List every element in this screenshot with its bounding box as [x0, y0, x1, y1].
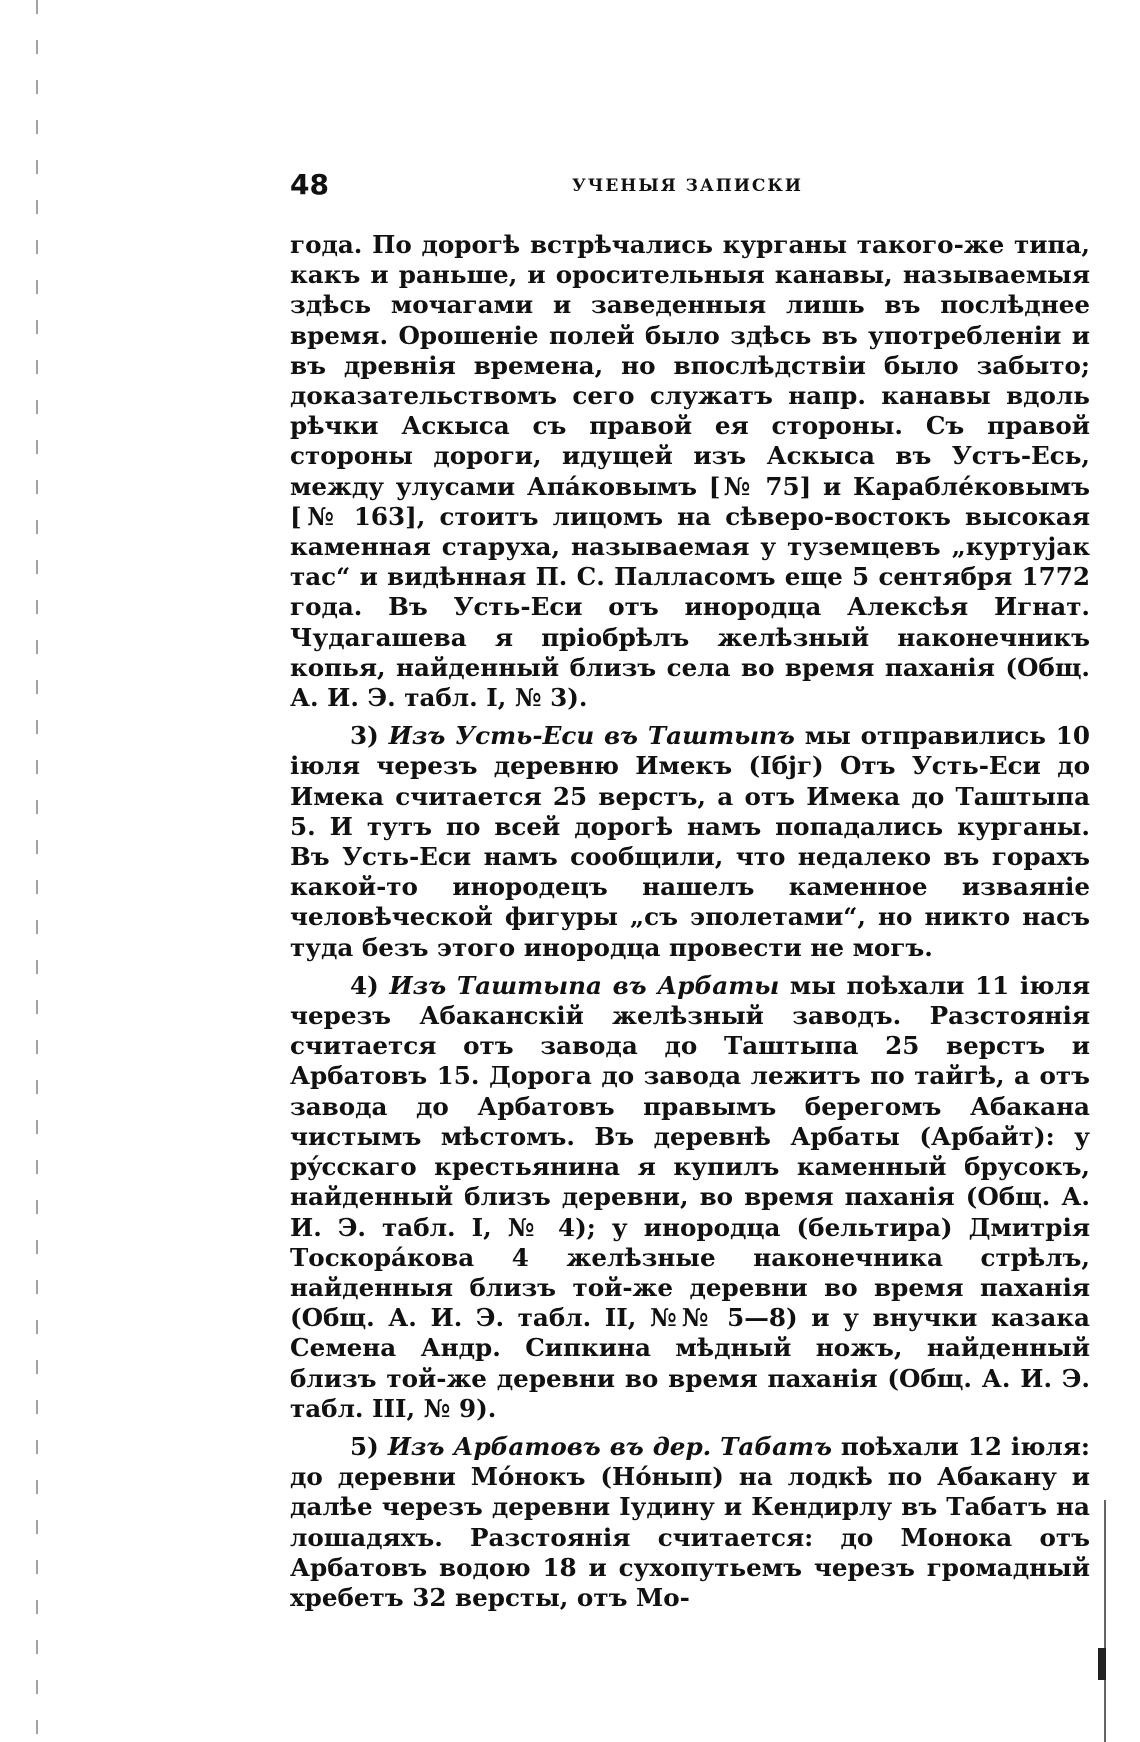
page-header: [290, 168, 1100, 208]
paragraph-1-text: года. По дорогѣ встрѣчались курганы такого-же типа, какъ и раньше, и оросительныя канавы, называемыя здѣсь мочагами и заведенныя лишь въ послѣднее время. Орошеніе полей было здѣсь въ употребленіи и въ древнія времена, но впослѣдствіи было забыто; доказательствомъ сего служатъ напр. канавы вдоль рѣчки Аскыса съ правой ея стороны. Съ правой стороны дороги, идущей изъ Аскыса въ Устъ-Есь, между улусами Апа́ковымъ [№ 75] и Караблéковымъ [№ 163], стоитъ лицомъ на сѣверо-востокъ высокая каменная старуха, называемая у туземцевъ „куртуjак тас“ и видѣнная П. С. Палласомъ еще 5 сентября 1772 года. Въ Усть-Еси отъ инородца Алексѣя Игнат. Чудагашева я пріобрѣлъ желѣзный наконечникъ копья, найденный близъ села во время паханія (Общ. А. И. Э. табл. I, № 3).: [290, 230, 1090, 713]
paragraph-3-text: мы поѣхали 11 іюля черезъ Абаканскій желѣзный заводъ. Разстоянія считается отъ завода до Таштыпа 25 верстъ и Арбатовъ 15. Дорога до завода лежитъ по тайгѣ, а отъ завода до Арбатовъ правымъ берегомъ Абакана чистымъ мѣстомъ. Въ деревнѣ Арбаты (Арбайт): у рýсскаго крестьянина я купилъ каменный брусокъ, найденный близъ деревни, во время паханія (Общ. А. И. Э. табл. I, № 4); у инородца (бельтира) Дмитрія Тоскора́кова 4 желѣзные наконечника стрѣлъ, найденныя близъ той-же деревни во время паханія (Общ. А. И. Э. табл. II, №№ 5—8) и у внучки казака Семена Андр. Сипкина мѣдный ножъ, найденный близъ той-же деревни во время паханія (Общ. А. И. Э. табл. III, № 9).: [290, 970, 1090, 1423]
paragraph-1: [290, 230, 1090, 713]
text-body: [290, 230, 1090, 1613]
paragraph-4: [290, 1432, 1090, 1613]
paragraph-3-heading: Изъ Таштыпа въ Арбаты: [389, 970, 780, 1000]
running-title: УЧЕНЫЯ ЗАПИСКИ: [572, 176, 803, 196]
paragraph-4-heading: Изъ Арбатовъ въ дер. Табатъ: [387, 1431, 832, 1461]
paragraph-2-text: мы отправились 10 іюля черезъ деревню Имекъ (Iбjг) Отъ Усть-Еси до Имека считается 25 верстъ, а отъ Имека до Таштыпа 5. И тутъ по всей дорогѣ намъ попадались курганы. Въ Усть-Еси намъ сообщили, что недалеко въ горахъ какой-то инородецъ нашелъ каменное изваяніе человѣческой фигуры „съ эполетами“, но никто насъ туда безъ этого инородца провести не могъ.: [290, 721, 1091, 962]
paragraph-3: [290, 971, 1090, 1424]
paragraph-2-number: 3): [350, 721, 379, 751]
paragraph-3-number: 4): [350, 970, 379, 1000]
paragraph-2: [290, 721, 1090, 963]
paragraph-2-heading: Изъ Усть-Еси въ Таштыпъ: [388, 721, 795, 751]
paragraph-4-number: 5): [350, 1431, 379, 1461]
paragraph-4-text: поѣхали 12 іюля: до деревни Мóнокъ (Нóнып) на лодкѣ по Абакану и далѣе черезъ деревни Iудину и Кендирлу въ Табатъ на лошадяхъ. Разстоянія считается: до Монока отъ Арбатовъ водою 18 и сухопутьемъ черезъ громадный хребетъ 32 версты, отъ Мо-: [290, 1431, 1091, 1612]
scan-edge-right: [1104, 0, 1106, 1742]
scan-mark: [1098, 1648, 1106, 1680]
page-number: 48: [290, 168, 329, 201]
scan-edge-left: [36, 0, 38, 1742]
